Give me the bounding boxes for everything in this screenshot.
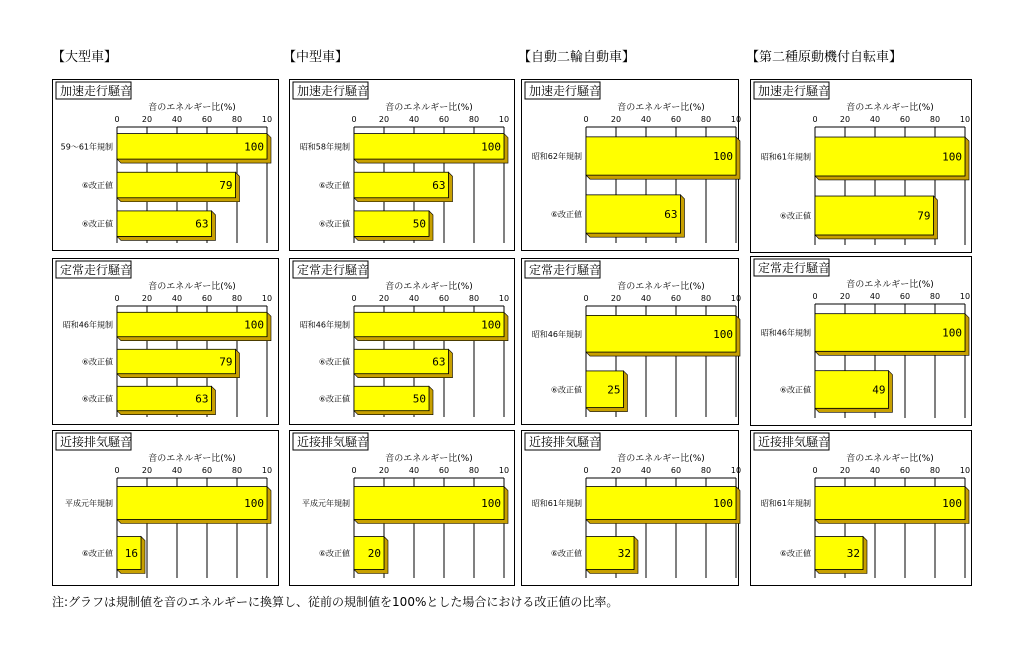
column-title-motorcycle: 【自動二輪自動車】 (518, 50, 636, 65)
tick-label: 40 (869, 115, 881, 124)
bar (815, 196, 934, 235)
tick-label: 80 (231, 294, 243, 303)
tick-label: 40 (408, 115, 420, 124)
category-label: 昭和46年規制 (531, 329, 582, 339)
bar-value-label: 49 (872, 383, 886, 397)
bar-chart (290, 80, 516, 252)
chart-panel (521, 79, 742, 251)
axis-label: 音のエネルギー比(%) (846, 454, 934, 464)
category-label: 昭和46年規制 (299, 320, 350, 330)
axis-label: 音のエネルギー比(%) (385, 282, 473, 292)
category-label: ⑥改正値 (318, 549, 350, 558)
bar-value-label: 79 (917, 209, 931, 223)
category-label: ⑥改正値 (81, 357, 113, 367)
chart-title: 定常走行騒音 (529, 263, 602, 277)
bar-value-label: 63 (432, 179, 446, 192)
tick-label: 40 (171, 115, 183, 124)
bar-value-label: 100 (481, 497, 501, 510)
bar-chart (53, 431, 280, 587)
category-label: ⑥改正値 (81, 219, 113, 229)
tick-label: 0 (812, 466, 818, 475)
chart-panel (52, 79, 279, 251)
tick-label: 10 (730, 115, 742, 124)
tick-label: 80 (468, 466, 480, 475)
tick-label: 10 (959, 292, 971, 301)
chart-panel (289, 79, 515, 251)
chart-title: 加速走行騒音 (297, 84, 370, 98)
axis-label: 音のエネルギー比(%) (148, 454, 236, 464)
category-label: ⑥改正値 (550, 549, 582, 558)
category-label: ⑥改正値 (550, 385, 582, 395)
tick-label: 80 (468, 115, 480, 124)
tick-label: 80 (700, 294, 712, 303)
category-label: 昭和61年規制 (760, 499, 811, 508)
bar-value-label: 63 (432, 355, 446, 369)
category-label: 平成元年規制 (65, 499, 113, 508)
tick-label: 80 (929, 115, 941, 124)
tick-label: 20 (610, 115, 622, 124)
chart-title: 近接排気騒音 (297, 435, 370, 449)
chart-title: 加速走行騒音 (60, 84, 133, 98)
chart-panel (289, 258, 515, 425)
tick-label: 10 (959, 115, 971, 124)
tick-label: 60 (899, 466, 911, 475)
category-label: ⑥改正値 (318, 357, 350, 367)
axis-label: 音のエネルギー比(%) (148, 282, 236, 292)
category-label: ⑥改正値 (779, 385, 811, 395)
footnote: 注:グラフは規制値を音のエネルギーに換算し、従前の規制値を100%とした場合における改正値の比率。 (52, 595, 619, 609)
category-label: 昭和61年規制 (760, 152, 811, 162)
axis-label: 音のエネルギー比(%) (846, 280, 934, 290)
tick-label: 20 (839, 466, 851, 475)
chart-panel (289, 430, 515, 586)
bar-value-label: 100 (481, 318, 501, 332)
chart-panel (52, 258, 279, 425)
bar-chart (53, 80, 280, 252)
tick-label: 10 (261, 466, 273, 475)
bar-value-label: 100 (942, 497, 962, 510)
category-label: ⑥改正値 (81, 394, 113, 404)
category-label: ⑥改正値 (318, 181, 350, 190)
chart-title: 加速走行騒音 (529, 84, 602, 98)
bar-value-label: 79 (219, 179, 233, 192)
bar-value-label: 20 (367, 547, 381, 560)
tick-label: 80 (700, 115, 712, 124)
bar-value-label: 63 (195, 392, 209, 406)
axis-label: 音のエネルギー比(%) (385, 103, 473, 113)
axis-label: 音のエネルギー比(%) (617, 454, 705, 464)
bar-value-label: 100 (713, 150, 733, 163)
tick-label: 10 (498, 115, 510, 124)
bar-value-label: 100 (481, 140, 501, 154)
tick-label: 60 (899, 115, 911, 124)
tick-label: 10 (959, 466, 971, 475)
tick-label: 10 (498, 294, 510, 303)
bar-value-label: 63 (195, 217, 209, 231)
chart-panel (750, 256, 972, 426)
column-title-large-vehicle: 【大型車】 (52, 50, 118, 65)
category-label: 昭和62年規制 (531, 152, 582, 161)
tick-label: 0 (812, 115, 818, 124)
bar-value-label: 63 (664, 208, 678, 221)
chart-panel (750, 430, 972, 586)
chart-title: 定常走行騒音 (758, 261, 831, 275)
category-label: ⑥改正値 (81, 181, 113, 190)
tick-label: 20 (141, 115, 153, 124)
tick-label: 40 (640, 294, 652, 303)
column-title-medium-vehicle: 【中型車】 (283, 50, 349, 65)
tick-label: 40 (171, 466, 183, 475)
bar-chart (290, 259, 516, 426)
column-title-moped: 【第二種原動機付自転車】 (746, 50, 903, 65)
tick-label: 60 (670, 115, 682, 124)
bar-value-label: 100 (244, 497, 264, 510)
tick-label: 20 (839, 115, 851, 124)
category-label: 平成元年規制 (302, 499, 350, 508)
chart-panel (521, 258, 742, 425)
tick-label: 40 (640, 115, 652, 124)
tick-label: 80 (700, 466, 712, 475)
tick-label: 40 (408, 294, 420, 303)
category-label: ⑥改正値 (81, 549, 113, 558)
bar-value-label: 100 (713, 327, 733, 341)
tick-label: 60 (670, 294, 682, 303)
tick-label: 40 (408, 466, 420, 475)
tick-label: 0 (583, 466, 589, 475)
bar-value-label: 100 (244, 140, 264, 154)
chart-title: 定常走行騒音 (297, 263, 370, 277)
bar-chart (522, 431, 740, 587)
bar-value-label: 100 (942, 326, 962, 340)
tick-label: 80 (231, 115, 243, 124)
axis-label: 音のエネルギー比(%) (385, 454, 473, 464)
tick-label: 60 (201, 294, 213, 303)
bar-value-label: 100 (942, 150, 962, 164)
tick-label: 20 (141, 466, 153, 475)
tick-label: 0 (812, 292, 818, 301)
category-label: 昭和61年規制 (531, 499, 582, 508)
tick-label: 20 (141, 294, 153, 303)
tick-label: 0 (351, 294, 357, 303)
chart-panel (52, 430, 279, 586)
tick-label: 0 (114, 466, 120, 475)
axis-label: 音のエネルギー比(%) (148, 103, 236, 113)
chart-title: 近接排気騒音 (529, 435, 602, 449)
tick-label: 10 (261, 115, 273, 124)
tick-label: 20 (610, 466, 622, 475)
bar-chart (522, 259, 740, 426)
chart-panel (750, 79, 972, 253)
chart-title: 近接排気騒音 (758, 435, 831, 449)
bar-value-label: 100 (244, 318, 264, 332)
tick-label: 0 (583, 115, 589, 124)
bar-chart (751, 257, 973, 427)
tick-label: 20 (378, 115, 390, 124)
tick-label: 60 (670, 466, 682, 475)
tick-label: 60 (899, 292, 911, 301)
tick-label: 0 (351, 115, 357, 124)
chart-panel (521, 430, 742, 586)
category-label: ⑥改正値 (318, 394, 350, 404)
bar-value-label: 100 (713, 497, 733, 510)
tick-label: 60 (438, 115, 450, 124)
tick-label: 60 (201, 466, 213, 475)
chart-title: 定常走行騒音 (60, 263, 133, 277)
tick-label: 0 (114, 294, 120, 303)
tick-label: 0 (114, 115, 120, 124)
tick-label: 40 (640, 466, 652, 475)
tick-label: 20 (378, 294, 390, 303)
bar-value-label: 50 (412, 217, 426, 231)
chart-title: 近接排気騒音 (60, 435, 133, 449)
category-label: 昭和46年規制 (62, 320, 113, 330)
tick-label: 80 (929, 292, 941, 301)
tick-label: 10 (498, 466, 510, 475)
bar-value-label: 16 (124, 547, 138, 560)
tick-label: 60 (438, 294, 450, 303)
bar-chart (751, 431, 973, 587)
tick-label: 20 (839, 292, 851, 301)
category-label: ⑥改正値 (779, 549, 811, 558)
tick-label: 40 (171, 294, 183, 303)
bar (117, 349, 236, 373)
bar-value-label: 32 (617, 547, 631, 560)
chart-title: 加速走行騒音 (758, 84, 831, 98)
bar-value-label: 79 (219, 355, 233, 369)
tick-label: 60 (201, 115, 213, 124)
tick-label: 40 (869, 292, 881, 301)
bar-chart (290, 431, 516, 587)
bar-chart (53, 259, 280, 426)
tick-label: 10 (261, 294, 273, 303)
bar (117, 172, 236, 198)
bar-value-label: 32 (846, 547, 860, 560)
axis-label: 音のエネルギー比(%) (617, 103, 705, 113)
bar-chart (522, 80, 740, 252)
bar-chart (751, 80, 973, 254)
tick-label: 10 (730, 294, 742, 303)
category-label: ⑥改正値 (318, 219, 350, 229)
axis-label: 音のエネルギー比(%) (846, 103, 934, 113)
category-label: 59～61年規制 (60, 142, 113, 152)
category-label: 昭和58年規制 (299, 142, 350, 152)
bar-value-label: 50 (412, 392, 426, 406)
tick-label: 80 (231, 466, 243, 475)
axis-label: 音のエネルギー比(%) (617, 282, 705, 292)
category-label: ⑥改正値 (779, 211, 811, 221)
tick-label: 10 (730, 466, 742, 475)
tick-label: 80 (468, 294, 480, 303)
tick-label: 40 (869, 466, 881, 475)
tick-label: 60 (438, 466, 450, 475)
tick-label: 0 (583, 294, 589, 303)
category-label: 昭和46年規制 (760, 328, 811, 338)
tick-label: 20 (378, 466, 390, 475)
category-label: ⑥改正値 (550, 210, 582, 219)
tick-label: 20 (610, 294, 622, 303)
tick-label: 80 (929, 466, 941, 475)
bar-value-label: 25 (607, 383, 621, 397)
tick-label: 0 (351, 466, 357, 475)
